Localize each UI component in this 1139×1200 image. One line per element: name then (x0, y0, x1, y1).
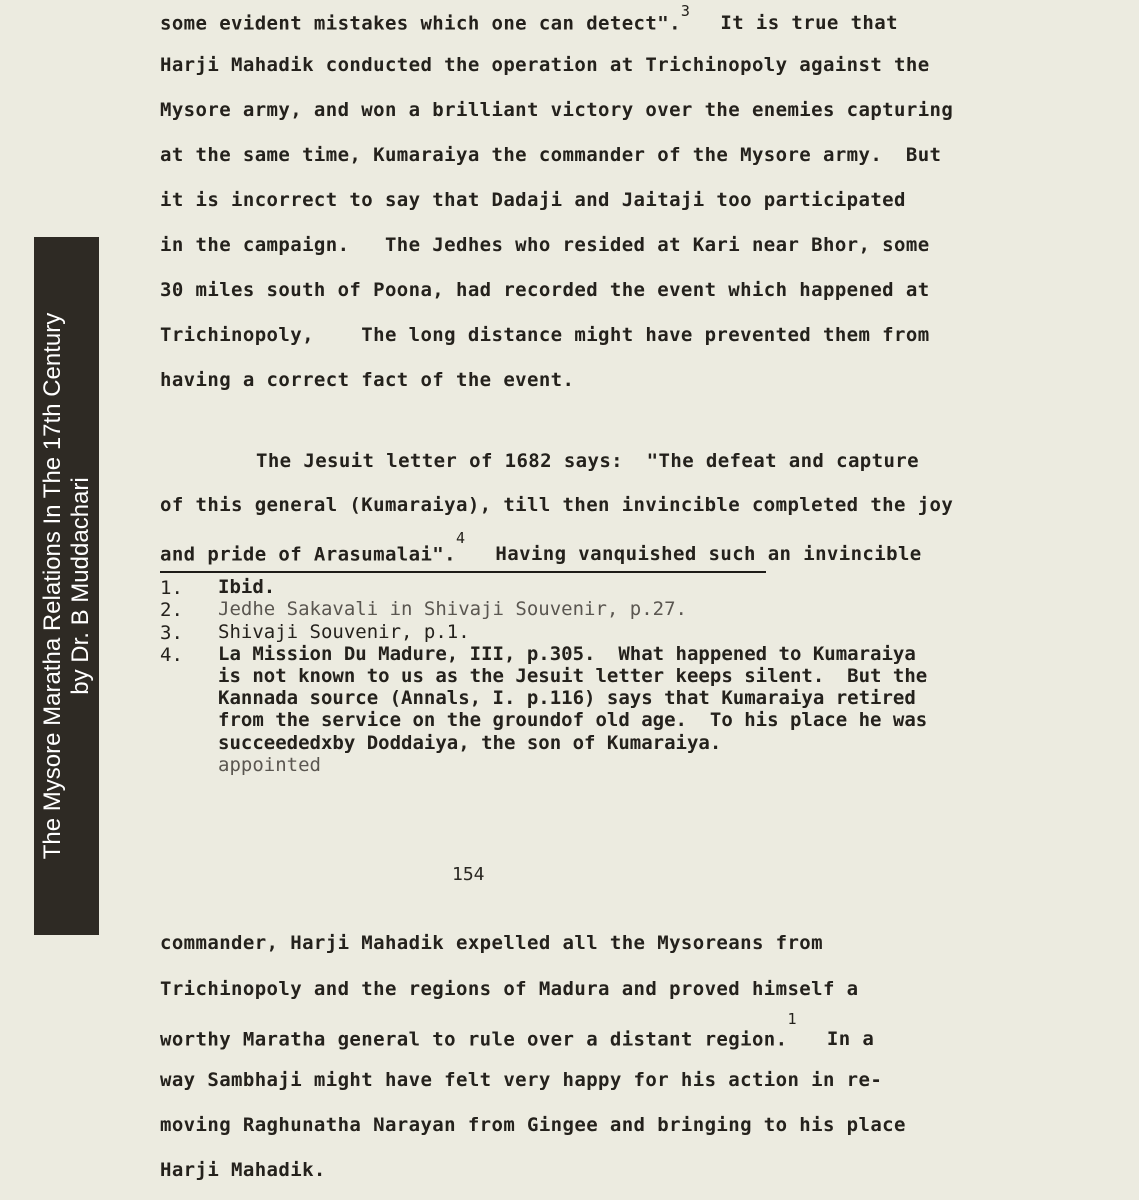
lower-line-2: Trichinopoly and the regions of Madura and proved himself a (160, 978, 859, 1000)
side-banner-title: The Mysore Maratha Relations In The 17th Century (38, 312, 66, 860)
side-banner-text (39, 241, 95, 931)
upper-line-1 (160, 2, 898, 35)
footnote-3-number: 3. (160, 622, 183, 644)
footnote-4-line-3: Kannada source (Annals, I. p.116) says that Kumaraiya retired (218, 687, 916, 709)
para2-line-1: The Jesuit letter of 1682 says: "The defeat and capture (256, 450, 919, 472)
lower-line-3-tail: In a (826, 1028, 875, 1051)
page-number: 154 (452, 864, 485, 885)
upper-line-4: at the same time, Kumaraiya the commander of the Mysore army. But (160, 144, 942, 166)
upper-line-1-tail: It is true that (720, 12, 898, 35)
para2-line-3 (160, 529, 922, 566)
footnote-4-line-2: is not known to us as the Jesuit letter keeps silent. But the (218, 665, 928, 687)
para2-line-3-head: and pride of Arasumalai". (160, 543, 456, 566)
footnote-4-number: 4. (160, 644, 183, 666)
upper-line-3: Mysore army, and won a brilliant victory over the enemies capturing (160, 99, 954, 121)
lower-line-3 (160, 1010, 875, 1051)
footnote-4-line-1: La Mission Du Madure, III, p.305. What happened to Kumaraiya (218, 643, 916, 665)
para2-line-3-tail: Having vanquished such an invincible (495, 543, 922, 566)
upper-line-5: it is incorrect to say that Dadaji and Jaitaji too participated (160, 189, 906, 211)
footnote-2-number: 2. (160, 599, 183, 621)
footnote-2-text: Jedhe Sakavali in Shivaji Souvenir, p.27. (218, 598, 687, 620)
footnote-4-line-5: succeededxby Doddaiya, the son of Kumaraiya. (218, 732, 722, 754)
footnote-ref-1: 1 (787, 1010, 797, 1028)
lower-line-6: Harji Mahadik. (160, 1159, 326, 1181)
lower-line-4: way Sambhaji might have felt very happy for his action in re- (160, 1069, 883, 1091)
footnote-3-text: Shivaji Souvenir, p.1. (218, 621, 470, 643)
side-banner-author: by Dr. B Muddachari (66, 477, 94, 695)
para2-line-2: of this general (Kumaraiya), till then invincible completed the joy (160, 494, 954, 516)
footnote-4-line-6: appointed (218, 754, 321, 776)
upper-line-1-text: some evident mistakes which one can detect". (160, 12, 681, 35)
upper-line-9: having a correct fact of the event. (160, 369, 575, 391)
footnote-1-number: 1. (160, 577, 183, 599)
upper-line-6: in the campaign. The Jedhes who resided at Kari near Bhor, some (160, 234, 930, 256)
lower-line-3-text: worthy Maratha general to rule over a distant region. (160, 1028, 788, 1051)
footnote-4-line-4: from the service on the groundof old age. To his place he was (218, 709, 928, 731)
lower-line-5: moving Raghunatha Narayan from Gingee and bringing to his place (160, 1114, 906, 1136)
lower-line-1: commander, Harji Mahadik expelled all the Mysoreans from (160, 932, 823, 954)
footnote-ref-4: 4 (455, 529, 466, 547)
footnote-1-text: Ibid. (218, 576, 276, 598)
footnote-ref-3: 3 (680, 2, 691, 20)
upper-line-2: Harji Mahadik conducted the operation at Trichinopoly against the (160, 54, 930, 76)
upper-line-7: 30 miles south of Poona, had recorded the event which happened at (160, 279, 930, 301)
footnote-divider (160, 571, 766, 573)
upper-line-8: Trichinopoly, The long distance might have prevented them from (160, 324, 930, 346)
side-banner (34, 237, 99, 935)
